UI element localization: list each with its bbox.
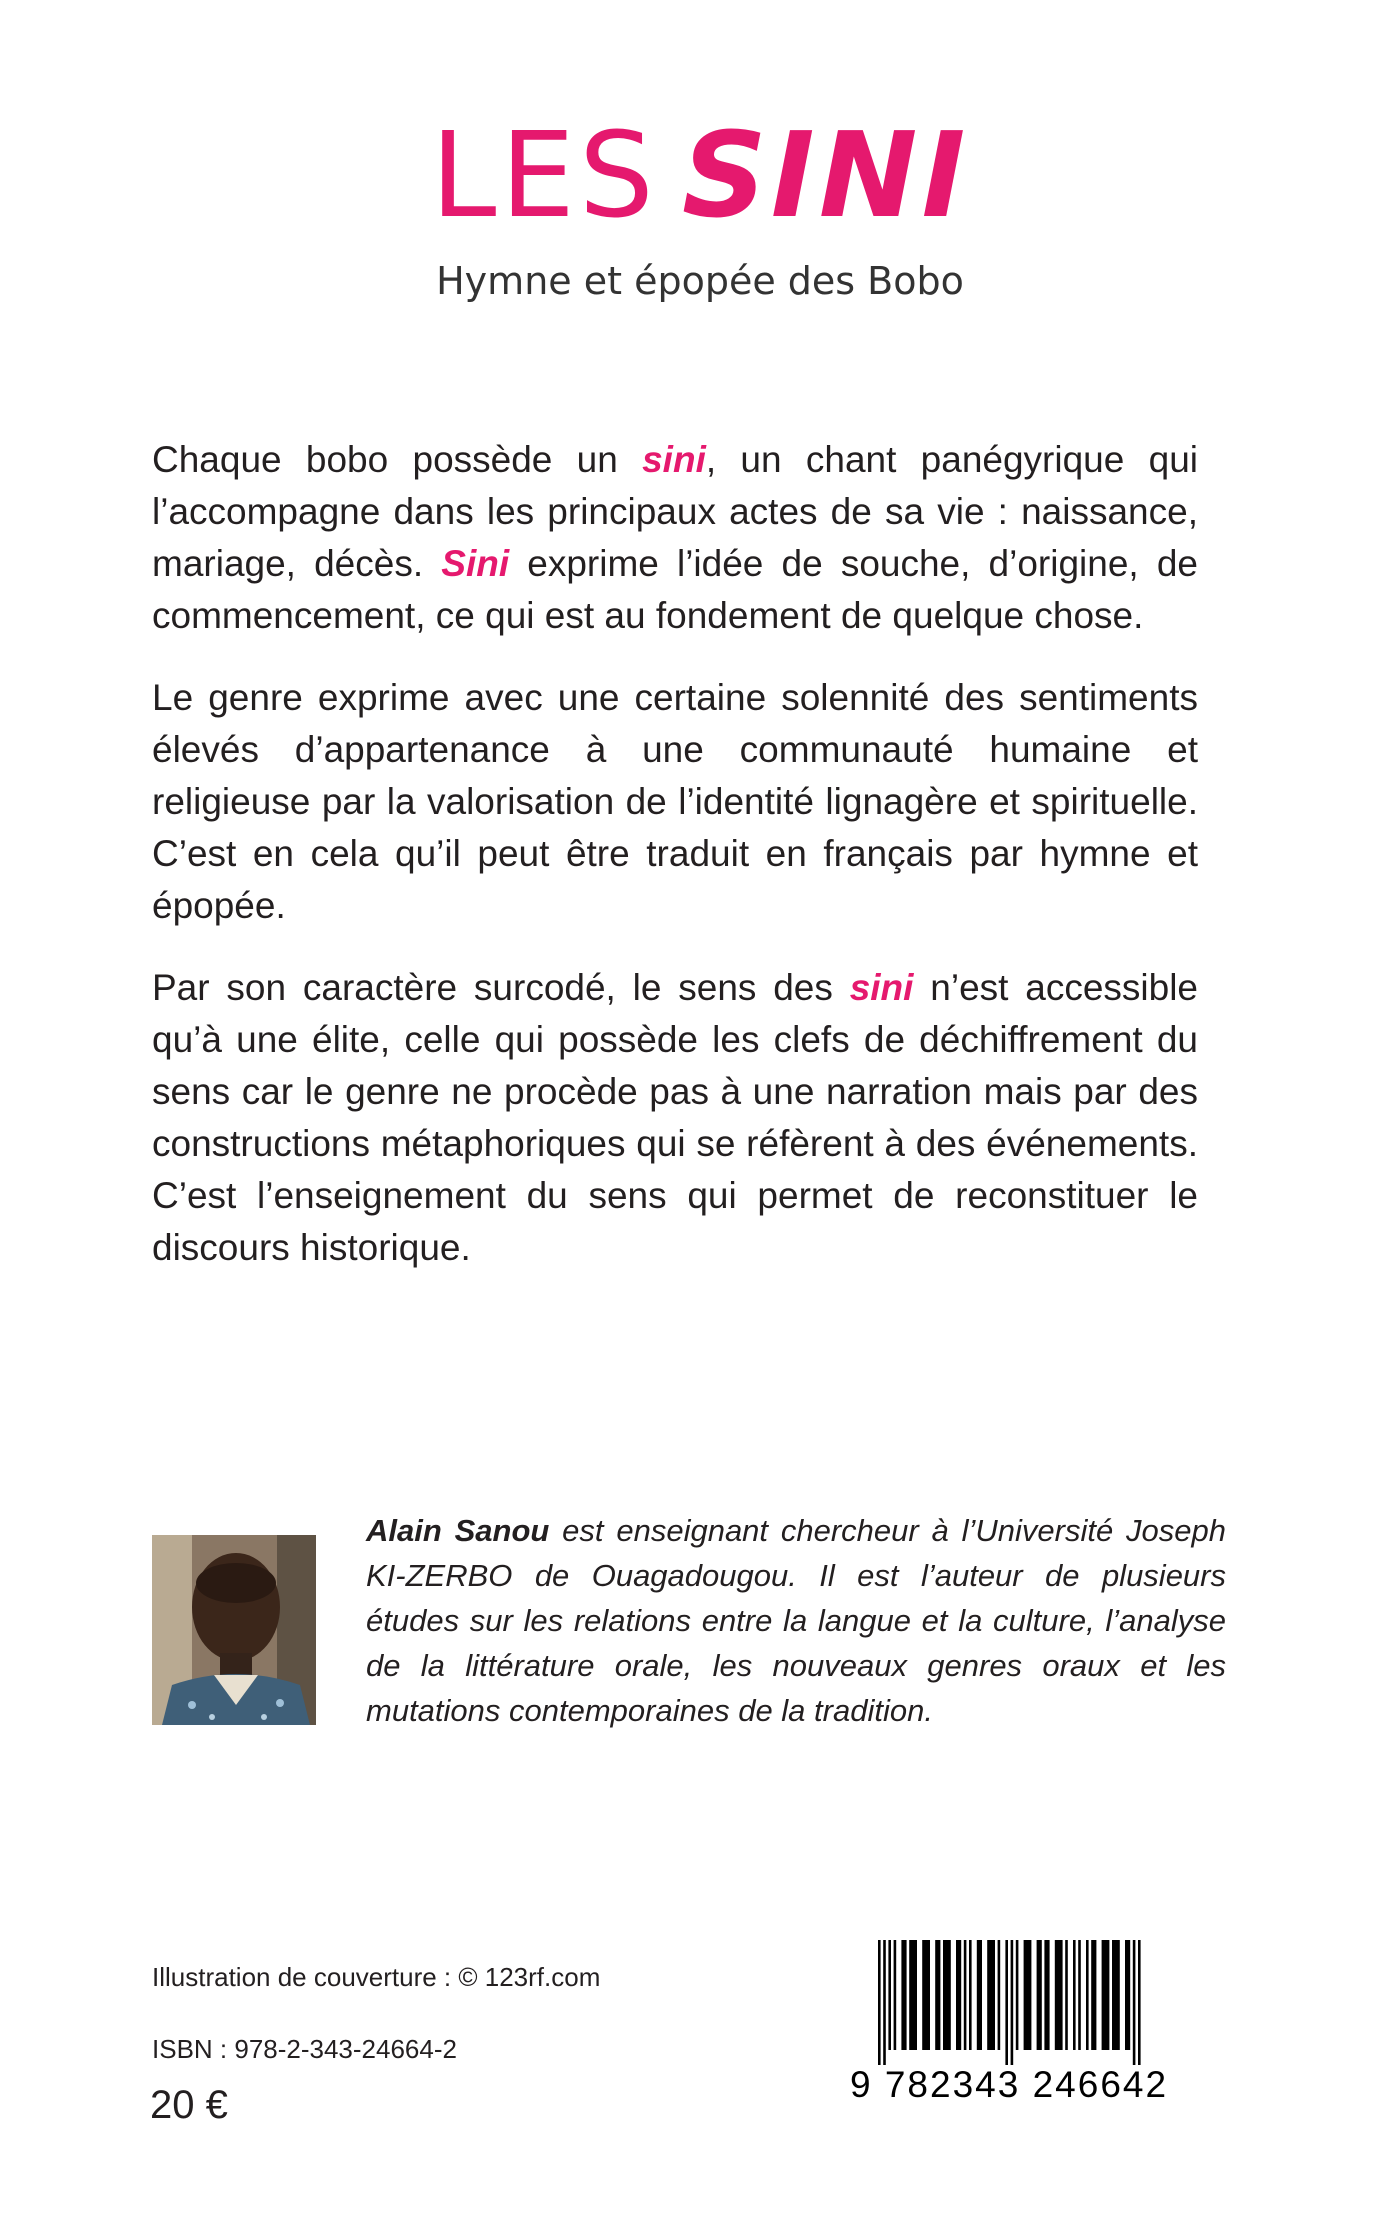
barcode-bar [987,1940,995,2050]
blurb-p1-term-sini-2: Sini [441,543,510,584]
barcode-bar [1091,1940,1096,2050]
barcode-bar [1073,1940,1076,2050]
barcode-bar [1055,1940,1063,2050]
barcode-guard-bar [878,1940,881,2065]
barcode-bar [888,1940,891,2050]
author-name: Alain Sanou [366,1513,550,1548]
barcode-bar [894,1940,897,2050]
barcode-bar [1037,1940,1042,2050]
book-subtitle: Hymne et épopée des Bobo [436,259,964,303]
title-les: LES [430,106,658,244]
author-bio [366,1508,1226,1733]
barcode-bar [1102,1940,1110,2050]
barcode-guard-bar [1011,1940,1014,2065]
barcode-bar [943,1940,951,2050]
barcode-bars [850,1940,1240,2065]
barcode-bar [998,1940,1001,2050]
blurb-p1-term-sini: sini [642,439,706,480]
barcode-guard-bar [1005,1940,1008,2065]
author-bio-text: est enseignant chercheur à l’Université Joseph KI-ZERBO de Ouagadougou. Il est l’auteur de plusieurs études sur les relations entre la langue et la culture, l’analyse de la littérature orale, les nouveaux genres oraux et les mutations contemporaines de la tradition. [366,1513,1226,1728]
barcode-bar [1065,1940,1068,2050]
blurb-paragraph-3 [152,962,1198,1274]
barcode-number: 9 782343 246642 [850,2064,1169,2105]
barcode-bar [1125,1940,1130,2050]
barcode-bar [922,1940,930,2050]
blurb-p3-text-a: Par son caractère surcodé, le sens des [152,967,850,1008]
blurb-p3-term-sini: sini [849,967,914,1008]
barcode-bar [969,1940,972,2050]
blurb-p3-text-c: n’est accessible qu’à une élite, celle qui possède les clefs de déchiffrement du sens car le genre ne procède pas à une narration mais par des constructions métaphoriques qui se réfèrent à des événements. C’est l’enseignement du sens qui permet de reconstituer le discours historique. [152,967,1198,1268]
barcode-guard-bar [1133,1940,1136,2065]
barcode-bar [1016,1940,1019,2050]
title-sini: SINI [681,106,970,244]
barcode-bar [901,1940,906,2050]
barcode-bar [1086,1940,1089,2050]
price: 20 € [150,2083,228,2127]
isbn: ISBN : 978-2-343-24664-2 [152,2034,457,2064]
barcode-bar [1112,1940,1120,2050]
blurb-p1-text-a: Chaque bobo possède un [152,439,643,480]
barcode-guard-bar [883,1940,886,2065]
blurb-p1-text-e: exprime l’idée de souche, d’origine, de commencement, ce qui est au fondement de quelque chose. [152,543,1199,636]
book-title [0,105,1400,245]
barcode-bar [909,1940,917,2050]
blurb-p1-text-c: , un chant panégyrique qui l’accompagne dans les principaux actes de sa vie : naissance, mariage, décès. [152,439,1198,584]
blurb [152,434,1198,1304]
blurb-paragraph-2: Le genre exprime avec une certaine solennité des sentiments élevés d’appartenance à une communauté humaine et religieuse par la valorisation de l’identité lignagère et spirituelle. C’est en cela qu’il peut être traduit en français par hymne et épopée. [152,677,1198,926]
barcode-bar [1024,1940,1032,2050]
barcode-bar [964,1940,967,2050]
barcode-guard-bar [1138,1940,1141,2065]
barcode [850,1940,1240,2110]
cover-credit: Illustration de couverture : © 123rf.com [152,1962,601,1992]
barcode-bar [935,1940,940,2050]
barcode-bar [956,1940,961,2050]
barcode-bar [1044,1940,1049,2050]
blurb-paragraph-1 [152,434,1198,642]
barcode-bar [1078,1940,1081,2050]
barcode-bar [977,1940,982,2050]
author-portrait [152,1535,316,1725]
author-portrait-image [152,1535,316,1725]
